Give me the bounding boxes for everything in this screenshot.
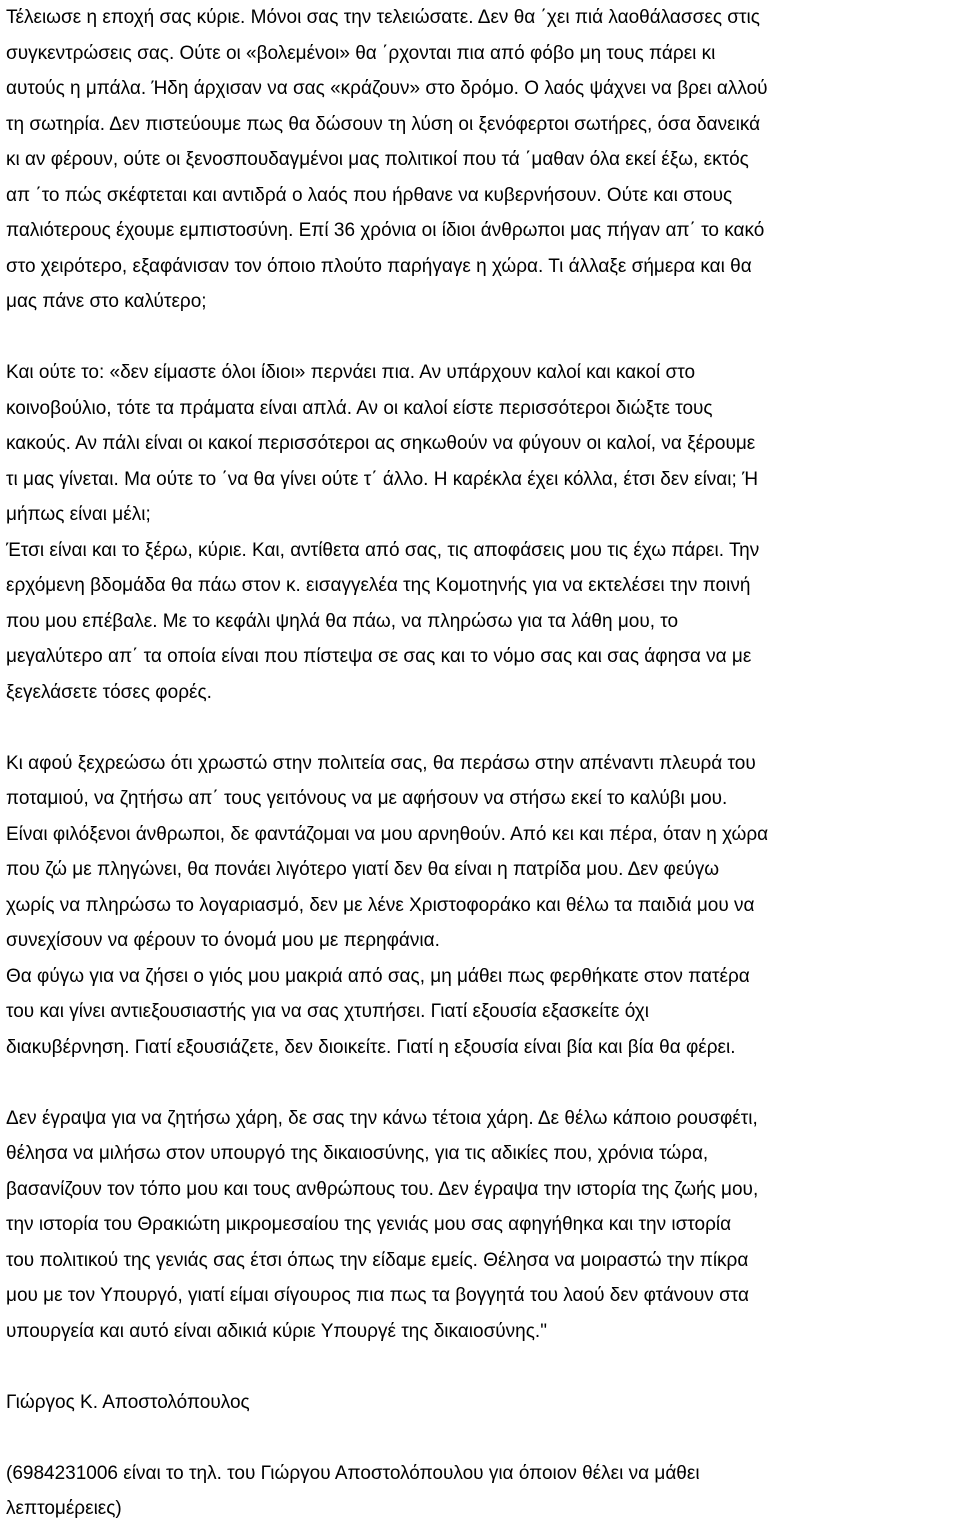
- text-line: του πολιτικού της γενιάς σας έτσι όπως την είδαμε εμείς. Θέλησα να μοιραστώ την πίκρα: [6, 1249, 749, 1271]
- text-line: Δεν έγραψα για να ζητήσω χάρη, δε σας την κάνω τέτοια χάρη. Δε θέλω κάποιο ρουσφέτι,: [6, 1107, 758, 1129]
- paragraph-gap: [6, 320, 950, 356]
- text-line: ποταμιού, να ζητήσω απ΄ τους γειτόνους να με αφήσουν να στήσω εκεί το καλύβι μου.: [6, 788, 728, 809]
- text-line: διακυβέρνηση. Γιατί εξουσιάζετε, δεν διοικείτε. Γιατί η εξουσία είναι βία και βία θα φέρει.: [6, 1036, 736, 1058]
- text-line: Κι αφού ξεχρεώσω ότι χρωστώ στην πολιτεία σας, θα περάσω στην απέναντι πλευρά του: [6, 752, 756, 774]
- paragraph-gap: [6, 1065, 950, 1101]
- text-line: κοινοβούλιο, τότε τα πράματα είναι απλά. Αν οι καλοί είστε περισσότεροι διώξτε τους: [6, 397, 713, 419]
- text-line: που μου επέβαλε. Με το κεφάλι ψηλά θα πάω, να πληρώσω για τα λάθη μου, το: [6, 610, 679, 632]
- paragraph-1: [6, 0, 950, 320]
- text-line: κι αν φέρουν, ούτε οι ξενοσπουδαγμένοι μας πολιτικοί που τά ΄μαθαν όλα εκεί έξω, εκτός: [6, 149, 749, 170]
- text-line: τη σωτηρία. Δεν πιστεύουμε πως θα δώσουν τη λύση οι ξενόφερτοι σωτήρες, όσα δανεικά: [6, 113, 761, 135]
- document-page: [6, 0, 950, 1527]
- text-line: συνεχίσουν να φέρουν το όνομά μου με περηφάνια.: [6, 930, 440, 951]
- text-line: τι μας γίνεται. Μα ούτε το ΄να θα γίνει ούτε τ΄ άλλο. Η καρέκλα έχει κόλλα, έτσι δεν είναι; Ή: [6, 468, 758, 490]
- text-line: που ζώ με πληγώνει, θα πονάει λιγότερο γιατί δεν θα είναι η πατρίδα μου. Δεν φεύγω: [6, 859, 720, 880]
- paragraph-2: [6, 355, 950, 710]
- text-line: στο χειρότερο, εξαφάνισαν τον όποιο πλούτο παρήγαγε η χώρα. Τι άλλαξε σήμερα και θα: [6, 255, 752, 277]
- text-line: υπουργεία και αυτό είναι αδικιά κύριε Υπουργέ της δικαιοσύνης.": [6, 1320, 547, 1342]
- text-line: Θα φύγω για να ζήσει ο γιός μου μακριά από σας, μη μάθει πως φερθήκατε στον πατέρα: [6, 965, 750, 987]
- paragraph-4: [6, 1101, 950, 1350]
- text-line: κακούς. Αν πάλι είναι οι κακοί περισσότεροι ας σηκωθούν να φύγουν οι καλοί, να ξέρουμε: [6, 433, 756, 454]
- text-line: Και ούτε το: «δεν είμαστε όλοι ίδιοι» περνάει πια. Αν υπάρχουν καλοί και κακοί στο: [6, 362, 696, 383]
- text-line: Έτσι είναι και το ξέρω, κύριε. Και, αντίθετα από σας, τις αποφάσεις μου τις έχω πάρει. Την: [6, 539, 760, 561]
- text-line: μήπως είναι μέλι;: [6, 504, 151, 525]
- text-line: Τέλειωσε η εποχή σας κύριε. Μόνοι σας την τελειώσατε. Δεν θα ΄χει πιά λαοθάλασσες στις: [6, 7, 760, 28]
- paragraph-gap: [6, 710, 950, 746]
- text-line: αυτούς η μπάλα. Ήδη άρχισαν να σας «κράζουν» στο δρόμο. Ο λαός ψάχνει να βρει αλλού: [6, 78, 768, 99]
- text-line: ξεγελάσετε τόσες φορές.: [6, 681, 212, 703]
- text-line: βασανίζουν τον τόπο μου και τους ανθρώπους του. Δεν έγραψα την ιστορία της ζωής μου,: [6, 1178, 759, 1200]
- text-line: απ ΄το πώς σκέφτεται και αντιδρά ο λαός που ήρθανε να κυβερνήσουν. Ούτε και στους: [6, 184, 733, 206]
- text-line: Γιώργος Κ. Αποστολόπουλος: [6, 1391, 250, 1413]
- text-line: συγκεντρώσεις σας. Ούτε οι «βολεμένοι» θα ΄ρχονται πια από φόβο μη τους πάρει κι: [6, 42, 716, 64]
- text-line: μεγαλύτερο απ΄ τα οποία είναι που πίστεψα σε σας και το νόμο σας και σας άφησα να με: [6, 646, 752, 667]
- text-line: Είναι φιλόξενοι άνθρωποι, δε φαντάζομαι να μου αρνηθούν. Από κει και πέρα, όταν η χώρα: [6, 823, 769, 845]
- text-line: θέλησα να μιλήσω στον υπουργό της δικαιοσύνης, για τις αδικίες που, χρόνια τώρα,: [6, 1143, 709, 1164]
- paragraph-3: [6, 746, 950, 1066]
- text-line: λεπτομέρειες): [6, 1498, 122, 1519]
- contact-note: [6, 1456, 950, 1527]
- signature-name: [6, 1385, 950, 1421]
- text-line: (6984231006 είναι το τηλ. του Γιώργου Αποστολόπουλου για όποιον θέλει να μάθει: [6, 1462, 700, 1484]
- text-line: την ιστορία του Θρακιώτη μικρομεσαίου της γενιάς μου σας αφηγήθηκα και την ιστορία: [6, 1214, 732, 1235]
- text-line: χωρίς να πληρώσω το λογαριασμό, δεν με λένε Χριστοφοράκο και θέλω τα παιδιά μου να: [6, 894, 755, 916]
- paragraph-gap: [6, 1349, 950, 1385]
- text-line: παλιότερους έχουμε εμπιστοσύνη. Επί 36 χρόνια οι ίδιοι άνθρωποι μας πήγαν απ΄ το κακό: [6, 220, 765, 241]
- text-line: μας πάνε στο καλύτερο;: [6, 291, 207, 312]
- text-line: του και γίνει αντιεξουσιαστής για να σας χτυπήσει. Γιατί εξουσία εξασκείτε όχι: [6, 1001, 650, 1022]
- paragraph-gap: [6, 1420, 950, 1456]
- text-line: μου με τον Υπουργό, γιατί είμαι σίγουρος πια πως τα βογγητά του λαού δεν φτάνουν στα: [6, 1285, 750, 1306]
- text-line: ερχόμενη βδομάδα θα πάω στον κ. εισαγγελέα της Κομοτηνής για να εκτελέσει την ποινή: [6, 575, 751, 596]
